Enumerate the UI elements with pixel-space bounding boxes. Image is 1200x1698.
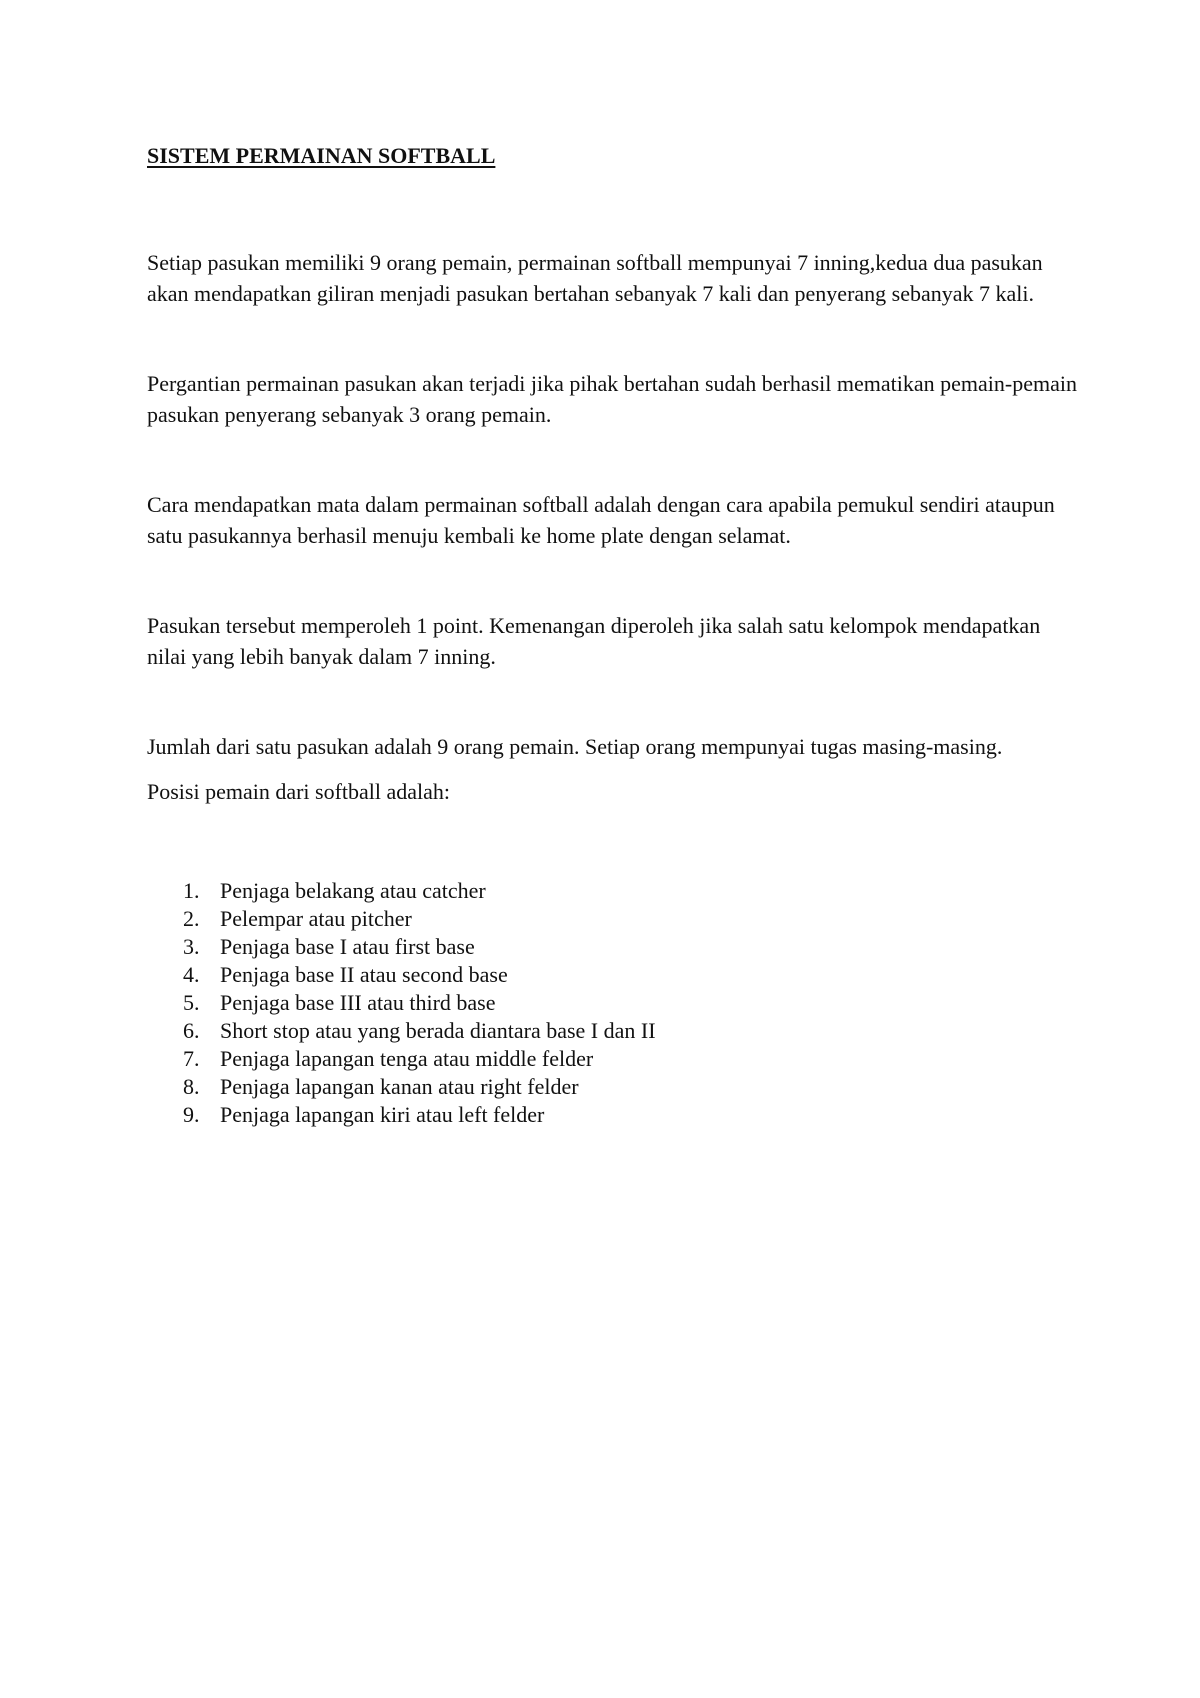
list-item-number: 8.	[183, 1074, 200, 1099]
list-item-number: 9.	[183, 1102, 200, 1127]
list-item	[147, 1073, 1077, 1101]
list-item	[147, 1017, 1077, 1045]
document-body	[147, 140, 1077, 1129]
list-item-text: Penjaga lapangan kanan atau right felder	[220, 1074, 579, 1099]
list-item-number: 4.	[183, 962, 200, 987]
list-item-number: 2.	[183, 906, 200, 931]
list-item	[147, 961, 1077, 989]
list-item	[147, 933, 1077, 961]
paragraph-team-size: Jumlah dari satu pasukan adalah 9 orang pemain. Setiap orang mempunyai tugas masing-masing.	[147, 734, 1003, 759]
list-item-number: 5.	[183, 990, 200, 1015]
paragraph-winning: Pasukan tersebut memperoleh 1 point. Kemenangan diperoleh jika salah satu kelompok mendapatkan nilai yang lebih banyak dalam 7 inning.	[147, 613, 1041, 669]
list-item-text: Penjaga belakang atau catcher	[220, 878, 486, 903]
list-item-text: Pelempar atau pitcher	[220, 906, 412, 931]
list-item	[147, 877, 1077, 905]
positions-list	[147, 877, 1077, 1129]
list-item-number: 3.	[183, 934, 200, 959]
paragraph-turn-change: Pergantian permainan pasukan akan terjadi jika pihak bertahan sudah berhasil mematikan pemain-pemain pasukan penyerang sebanyak 3 orang pemain.	[147, 371, 1077, 427]
list-item	[147, 989, 1077, 1017]
list-item-text: Penjaga base III atau third base	[220, 990, 496, 1015]
paragraph-scoring: Cara mendapatkan mata dalam permainan softball adalah dengan cara apabila pemukul sendiri ataupun satu pasukannya berhasil menuju kembali ke home plate dengan selamat.	[147, 492, 1055, 548]
list-item-number: 7.	[183, 1046, 200, 1071]
list-item	[147, 1101, 1077, 1129]
paragraph-positions-intro: Posisi pemain dari softball adalah:	[147, 779, 451, 804]
list-item-text: Penjaga base II atau second base	[220, 962, 508, 987]
list-item-number: 1.	[183, 878, 200, 903]
list-item-number: 6.	[183, 1018, 200, 1043]
document-title: SISTEM PERMAINAN SOFTBALL	[147, 143, 496, 168]
paragraph-team-and-innings: Setiap pasukan memiliki 9 orang pemain, permainan softball mempunyai 7 inning,kedua dua pasukan akan mendapatkan giliran menjadi pasukan bertahan sebanyak 7 kali dan penyerang sebanyak 7 kali.	[147, 250, 1043, 306]
list-item	[147, 1045, 1077, 1073]
list-item-text: Penjaga base I atau first base	[220, 934, 475, 959]
list-item-text: Penjaga lapangan kiri atau left felder	[220, 1102, 545, 1127]
list-item-text: Short stop atau yang berada diantara base I dan II	[220, 1018, 656, 1043]
list-item	[147, 905, 1077, 933]
list-item-text: Penjaga lapangan tenga atau middle felder	[220, 1046, 594, 1071]
